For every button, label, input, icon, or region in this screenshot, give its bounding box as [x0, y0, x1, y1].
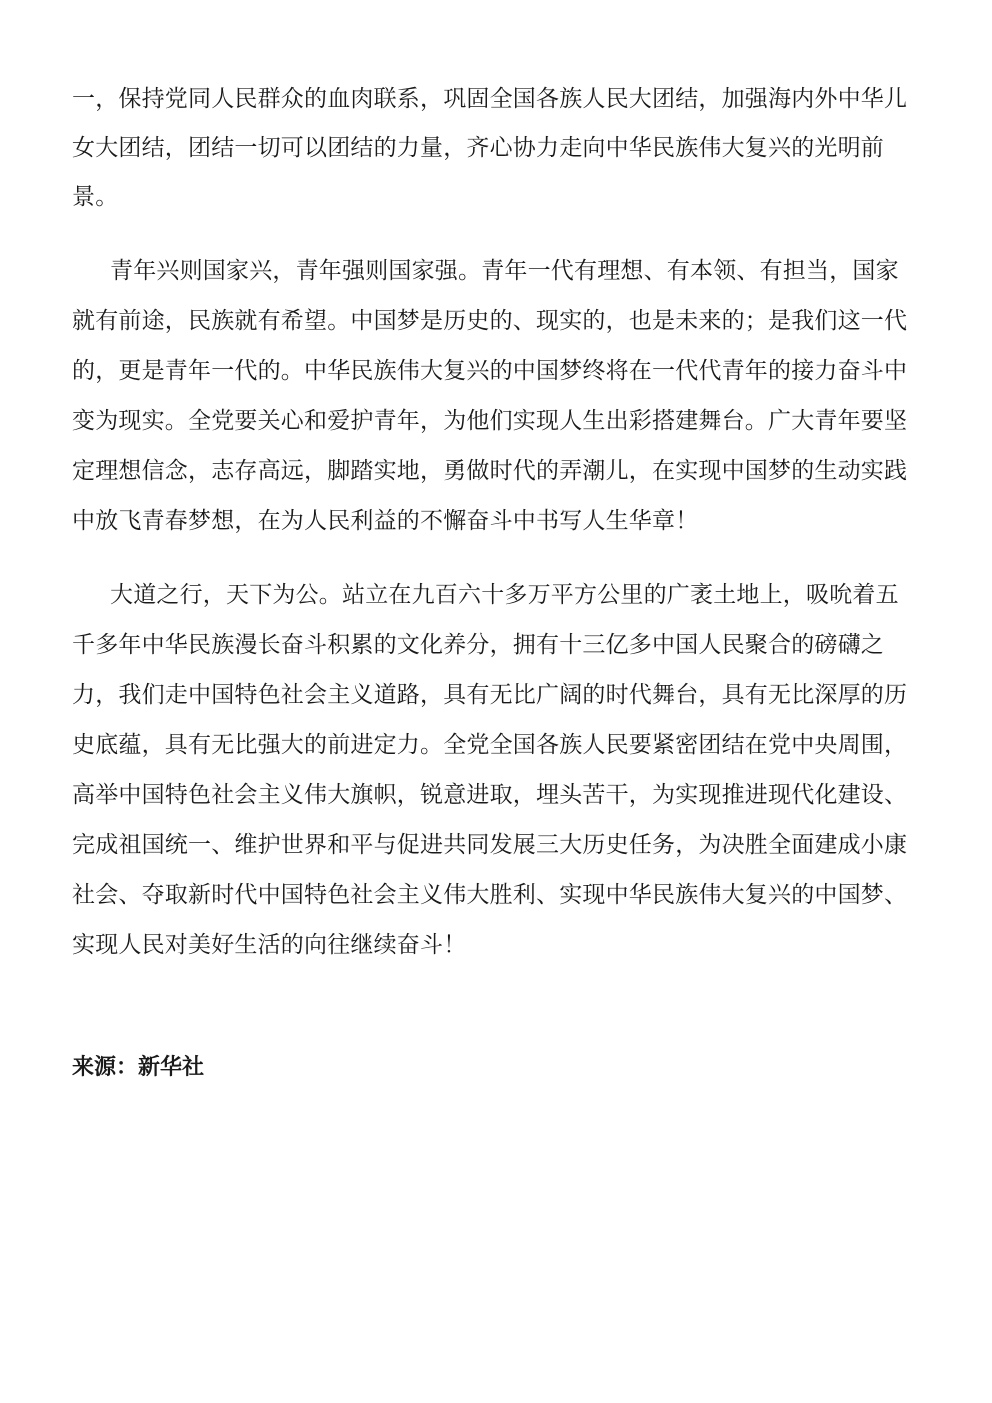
paragraph-3-line-7: 社会、夺取新时代中国特色社会主义伟大胜利、实现中华民族伟大复兴的中国梦、 [72, 882, 908, 908]
paragraph-1-line-1: 一，保持党同人民群众的血肉联系，巩固全国各族人民大团结，加强海内外中华儿 [72, 86, 908, 112]
paragraph-3-line-8: 实现人民对美好生活的向往继续奋斗！ [72, 932, 467, 958]
paragraph-2-line-4: 变为现实。全党要关心和爱护青年，为他们实现人生出彩搭建舞台。广大青年要坚 [72, 408, 908, 434]
paragraph-1-line-2: 女大团结，团结一切可以团结的力量，齐心协力走向中华民族伟大复兴的光明前 [72, 135, 884, 161]
paragraph-3-line-1: 大道之行，天下为公。站立在九百六十多万平方公里的广袤土地上，吸吮着五 [110, 582, 899, 608]
paragraph-2-line-1: 青年兴则国家兴，青年强则国家强。青年一代有理想、有本领、有担当，国家 [110, 258, 899, 284]
paragraph-3-line-3: 力，我们走中国特色社会主义道路，具有无比广阔的时代舞台，具有无比深厚的历 [72, 682, 908, 708]
paragraph-3-line-6: 完成祖国统一、维护世界和平与促进共同发展三大历史任务，为决胜全面建成小康 [72, 832, 908, 858]
paragraph-2-line-2: 就有前途，民族就有希望。中国梦是历史的、现实的，也是未来的；是我们这一代 [72, 308, 908, 334]
source-label: 来源：新华社 [72, 1054, 205, 1080]
paragraph-3-line-5: 高举中国特色社会主义伟大旗帜，锐意进取，埋头苦干，为实现推进现代化建设、 [72, 782, 908, 808]
paragraph-3-line-2: 千多年中华民族漫长奋斗积累的文化养分，拥有十三亿多中国人民聚合的磅礴之 [72, 632, 884, 658]
paragraph-2-line-6: 中放飞青春梦想，在为人民利益的不懈奋斗中书写人生华章！ [72, 508, 699, 534]
paragraph-2-line-3: 的，更是青年一代的。中华民族伟大复兴的中国梦终将在一代代青年的接力奋斗中 [72, 358, 908, 384]
paragraph-3-line-4: 史底蕴，具有无比强大的前进定力。全党全国各族人民要紧密团结在党中央周围， [72, 732, 908, 758]
paragraph-1-line-3: 景。 [72, 184, 119, 210]
paragraph-2-line-5: 定理想信念，志存高远，脚踏实地，勇做时代的弄潮儿，在实现中国梦的生动实践 [72, 458, 908, 484]
